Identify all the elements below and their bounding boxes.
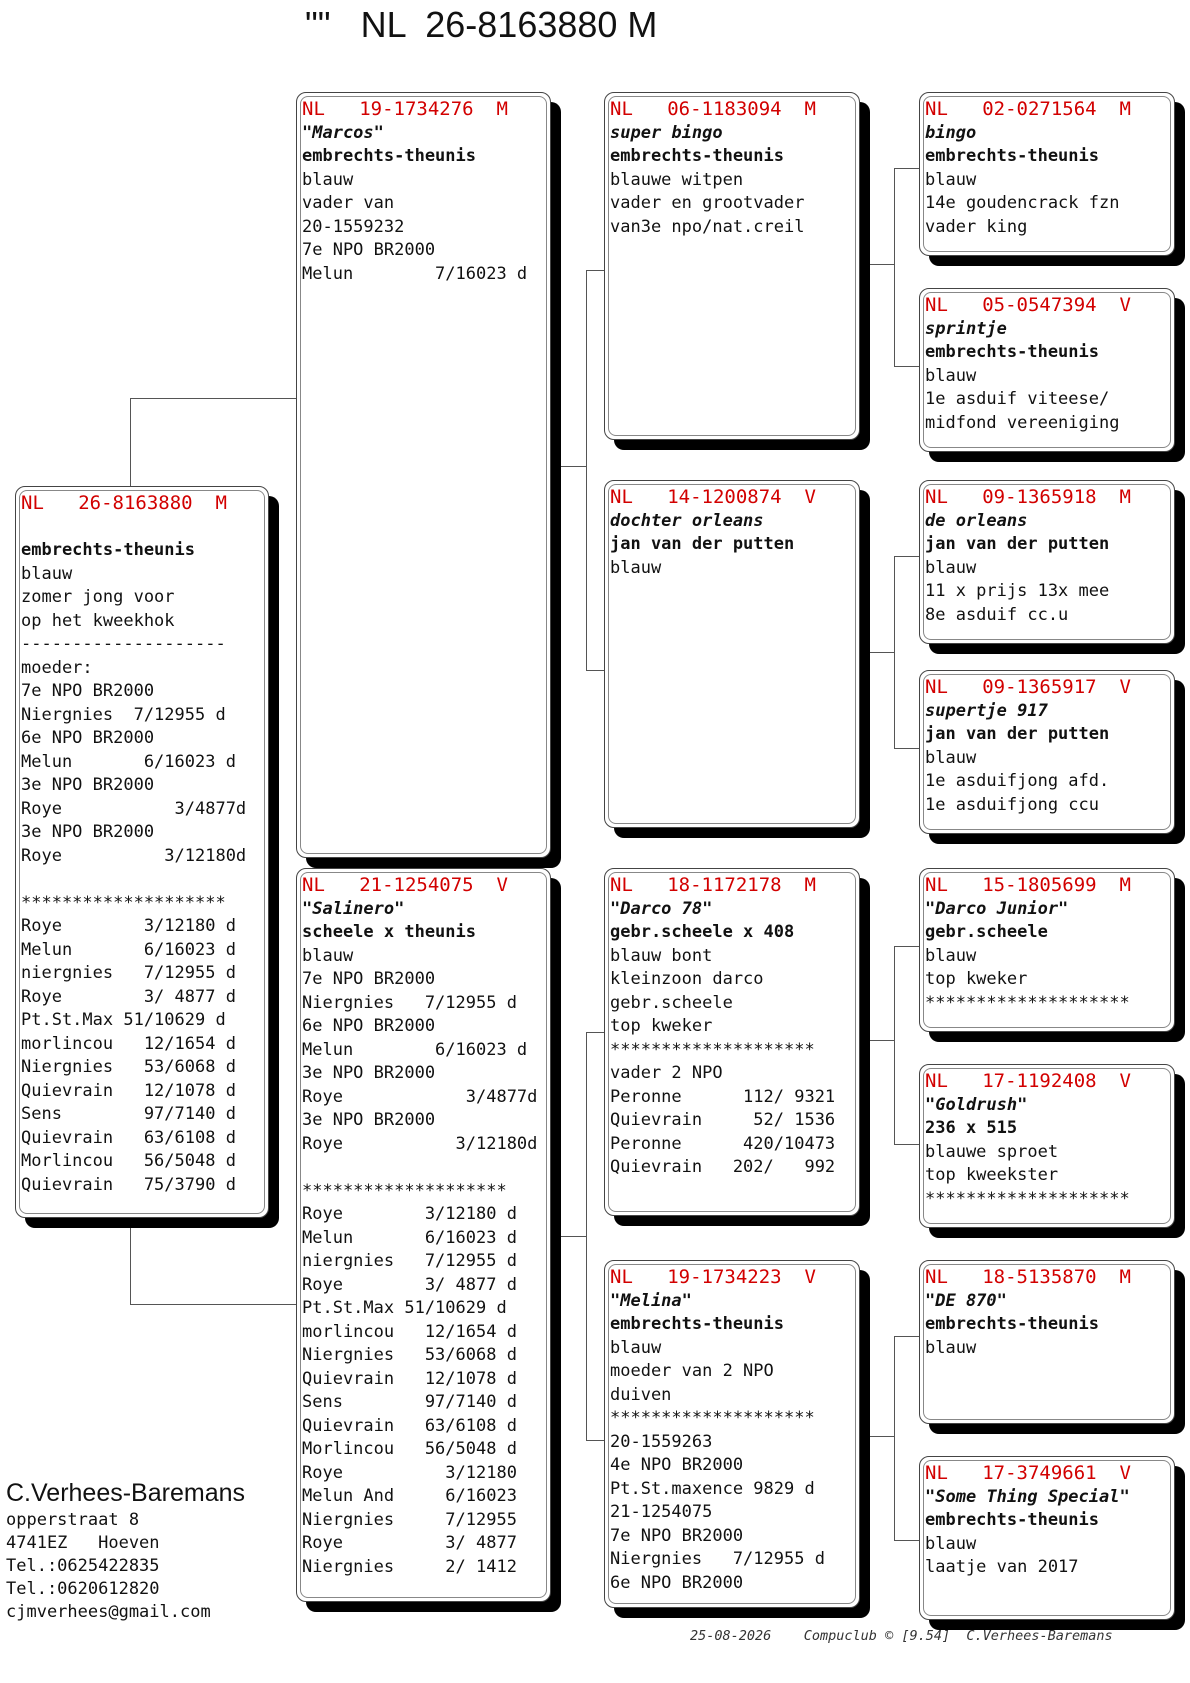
pigeon-info-line: duiven: [610, 1384, 672, 1405]
pigeon-info-line: Quievrain 52/ 1536: [610, 1110, 836, 1130]
pigeon-info-line: 6e NPO BR2000: [21, 728, 155, 748]
pigeon-info-line: vader en grootvader: [610, 193, 805, 213]
pigeon-info-line: blauwe witpen: [610, 169, 744, 190]
pigeon-name: super bingo: [610, 122, 723, 143]
pigeon-info-line: moeder:: [21, 657, 93, 678]
pigeon-info-line: 6e NPO BR2000: [302, 1016, 436, 1036]
pigeon-info-line: blauw: [21, 563, 73, 584]
pigeon-info-line: Niergnies 2/ 1412: [302, 1556, 517, 1577]
connector-line: [586, 1440, 604, 1441]
pigeon-info-line: van3e npo/nat.creil: [610, 216, 805, 237]
pigeon-info-line: niergnies 7/12955 d: [302, 1251, 517, 1271]
connector-line: [894, 1336, 919, 1337]
connector-line: [130, 398, 131, 486]
pigeon-info-line: 20-1559232: [302, 216, 405, 237]
pigeon-info-line: Pt.St.Max 51/10629 d: [302, 1298, 507, 1318]
pigeon-name: bingo: [925, 122, 977, 143]
pigeon-info-line: blauw: [925, 1337, 977, 1358]
pigeon-info-line: Melun 6/16023 d: [302, 1227, 517, 1248]
ring-number: NL 02-0271564 M: [925, 98, 1131, 120]
breeder-name: embrechts-theunis: [21, 540, 195, 560]
pigeon-info-line: Roye 3/12180d: [21, 845, 247, 866]
pigeon-info-line: Roye 3/12180: [302, 1462, 517, 1483]
ring-number: NL 17-1192408 V: [925, 1070, 1131, 1092]
pigeon-info-line: blauw: [925, 1533, 977, 1554]
pigeon-info-line: blauw: [302, 169, 354, 190]
pigeon-info-line: op het kweekhok: [21, 610, 175, 631]
breeder-name: gebr.scheele x 408: [610, 922, 795, 942]
breeder-name: embrechts-theunis: [925, 342, 1099, 362]
pigeon-info-line: ********************: [21, 892, 226, 913]
pigeon-info-line: Quievrain 12/1078 d: [302, 1368, 517, 1389]
connector-line: [894, 946, 919, 947]
pigeon-info-line: 8e asduif cc.u: [925, 604, 1069, 625]
pigeon-info-line: --------------------: [21, 634, 226, 654]
pigeon-info-line: [21, 868, 264, 892]
pigeon-name: "Some Thing Special": [925, 1486, 1130, 1507]
pigeon-name: "DE 870": [925, 1290, 1007, 1311]
owner-name: C.Verhees-Baremans: [6, 1479, 246, 1507]
pigeon-info-line: 1e asduif viteese/: [925, 389, 1110, 409]
pigeon-info-line: vader king: [925, 216, 1028, 237]
owner-address-block: [6, 1477, 306, 1624]
breeder-name: embrechts-theunis: [925, 1510, 1099, 1530]
breeder-name: 236 x 515: [925, 1118, 1018, 1138]
breeder-name: embrechts-theunis: [925, 1314, 1099, 1334]
owner-phone: Tel.:0625422835: [6, 1556, 160, 1576]
pigeon-info-line: gebr.scheele: [610, 992, 733, 1013]
pigeon-info-line: Roye 3/12180 d: [21, 916, 236, 936]
pigeon-card-paternal-grandmother: [604, 480, 860, 828]
connector-line: [559, 1236, 586, 1237]
pigeon-info-line: morlincou 12/1654 d: [21, 1033, 236, 1054]
ring-number: NL 09-1365918 M: [925, 486, 1131, 508]
breeder-name: embrechts-theunis: [610, 146, 784, 166]
connector-line: [868, 264, 894, 265]
pigeon-card-ancestor-3: [919, 480, 1175, 644]
breeder-name: scheele x theunis: [302, 922, 476, 942]
owner-address-line: 4741EZ Hoeven: [6, 1533, 160, 1553]
pigeon-info-line: Niergnies 53/6068 d: [302, 1345, 517, 1365]
pigeon-name: "Darco Junior": [925, 898, 1069, 919]
pigeon-card-paternal-grandfather: [604, 92, 860, 440]
pigeon-info-line: 3e NPO BR2000: [21, 822, 155, 842]
pigeon-card-ancestor-8: [919, 1456, 1175, 1620]
connector-line: [894, 556, 919, 557]
pigeon-card-mother: [296, 868, 551, 1602]
pigeon-info-line: Roye 3/ 4877: [302, 1533, 517, 1553]
pigeon-info-line: Peronne 112/ 9321: [610, 1086, 836, 1107]
pigeon-info-line: Peronne 420/10473: [610, 1133, 836, 1154]
owner-address-line: opperstraat 8: [6, 1510, 140, 1530]
pigeon-info-line: kleinzoon darco: [610, 969, 764, 989]
ring-number: NL 19-1734223 V: [610, 1266, 816, 1288]
pigeon-info-line: 20-1559263: [610, 1431, 713, 1452]
pigeon-info-line: Roye 3/4877d: [302, 1086, 538, 1107]
connector-line: [868, 1040, 894, 1041]
pigeon-info-line: Pt.St.Max 51/10629 d: [21, 1010, 226, 1030]
ring-number: NL 06-1183094 M: [610, 98, 816, 120]
pigeon-card-subject: [15, 486, 269, 1218]
connector-line: [868, 652, 894, 653]
pigeon-info-line: Roye 3/ 4877 d: [21, 986, 236, 1007]
pigeon-name: "Marcos": [302, 122, 384, 143]
footer-credits: 25-08-2026 Compuclub © [9.54] C.Verhees-Baremans: [690, 1628, 1113, 1644]
pigeon-name: sprintje: [925, 318, 1007, 339]
connector-line: [586, 1032, 587, 1440]
pigeon-name: dochter orleans: [610, 510, 764, 531]
pigeon-card-ancestor-1: [919, 92, 1175, 256]
pigeon-info-line: ********************: [610, 1408, 815, 1428]
breeder-name: embrechts-theunis: [302, 146, 476, 166]
pigeon-info-line: top kweker: [610, 1016, 713, 1036]
breeder-name: gebr.scheele: [925, 922, 1048, 942]
pigeon-info-line: Niergnies 53/6068 d: [21, 1057, 236, 1077]
pigeon-info-line: 11 x prijs 13x mee: [925, 581, 1110, 601]
pigeon-info-line: 7e NPO BR2000: [610, 1525, 744, 1546]
pigeon-info-line: Melun 7/16023 d: [302, 263, 528, 284]
pigeon-card-maternal-grandfather: [604, 868, 860, 1216]
connector-line: [130, 1224, 131, 1304]
page-title: "" NL 26-8163880 M: [305, 4, 658, 45]
connector-line: [868, 1436, 894, 1437]
connector-line: [586, 1032, 604, 1033]
pigeon-info-line: Niergnies 7/12955: [302, 1509, 517, 1530]
pigeon-info-line: 1e asduifjong afd.: [925, 771, 1110, 791]
pigeon-card-ancestor-2: [919, 288, 1175, 452]
pigeon-info-line: Sens 97/7140 d: [21, 1104, 236, 1124]
connector-line: [894, 1144, 919, 1145]
connector-line: [894, 946, 895, 1144]
pigeon-info-line: blauw: [925, 945, 977, 966]
ring-number: NL 05-0547394 V: [925, 294, 1131, 316]
pigeon-info-line: blauw: [925, 169, 977, 190]
pigeon-info-line: Morlincou 56/5048 d: [21, 1151, 236, 1171]
pigeon-info-line: 7e NPO BR2000: [302, 969, 436, 989]
pigeon-info-line: Pt.St.maxence 9829 d: [610, 1478, 815, 1499]
pigeon-info-line: Melun 6/16023 d: [302, 1039, 528, 1060]
ring-number: NL 09-1365917 V: [925, 676, 1131, 698]
pigeon-info-line: Niergnies 7/12955 d: [21, 704, 226, 725]
pigeon-info-line: 4e NPO BR2000: [610, 1455, 744, 1475]
connector-line: [559, 466, 586, 467]
pigeon-info-line: laatje van 2017: [925, 1557, 1079, 1577]
pigeon-info-line: blauw: [925, 747, 977, 768]
pigeon-info-line: ********************: [302, 1180, 507, 1201]
ring-number: NL 14-1200874 V: [610, 486, 816, 508]
connector-line: [894, 556, 895, 748]
connector-line: [586, 670, 604, 671]
pigeon-info-line: ********************: [925, 992, 1130, 1013]
pigeon-info-line: vader van: [302, 193, 395, 213]
pigeon-name: "Goldrush": [925, 1094, 1028, 1115]
pigeon-info-line: 14e goudencrack fzn: [925, 193, 1120, 213]
breeder-name: embrechts-theunis: [610, 1314, 784, 1334]
pigeon-info-line: blauw: [610, 1337, 662, 1358]
pigeon-info-line: Roye 3/ 4877 d: [302, 1274, 517, 1295]
breeder-name: jan van der putten: [610, 534, 795, 554]
pigeon-card-ancestor-5: [919, 868, 1175, 1032]
connector-line: [586, 270, 604, 271]
pigeon-info-line: Melun 6/16023 d: [21, 939, 236, 960]
pigeon-info-line: 7e NPO BR2000: [21, 681, 155, 701]
pigeon-card-ancestor-6: [919, 1064, 1175, 1228]
connector-line: [894, 1540, 919, 1541]
connector-line: [130, 1304, 296, 1305]
pigeon-info-line: blauw bont: [610, 945, 713, 966]
ring-number: NL 21-1254075 V: [302, 874, 508, 896]
pigeon-info-line: niergnies 7/12955 d: [21, 963, 236, 983]
ring-number: NL 18-5135870 M: [925, 1266, 1131, 1288]
pigeon-info-line: [21, 516, 264, 540]
connector-line: [894, 748, 919, 749]
pigeon-card-ancestor-7: [919, 1260, 1175, 1424]
breeder-name: embrechts-theunis: [925, 146, 1099, 166]
pigeon-name: supertje 917: [925, 700, 1048, 721]
pigeon-info-line: Melun And 6/16023: [302, 1486, 517, 1506]
pigeon-info-line: Niergnies 7/12955 d: [610, 1549, 825, 1569]
pigeon-name: de orleans: [925, 510, 1028, 531]
pigeon-info-line: 3e NPO BR2000: [302, 1110, 436, 1130]
pigeon-info-line: Quievrain 63/6108 d: [302, 1415, 517, 1436]
connector-line: [894, 168, 895, 366]
pigeon-info-line: Quievrain 12/1078 d: [21, 1080, 236, 1101]
pigeon-info-line: Roye 3/4877d: [21, 798, 247, 819]
pigeon-info-line: blauw: [610, 557, 662, 578]
connector-line: [586, 270, 587, 670]
ring-number: NL 15-1805699 M: [925, 874, 1131, 896]
owner-email: cjmverhees@gmail.com: [6, 1602, 211, 1622]
pigeon-name: "Melina": [610, 1290, 692, 1311]
pigeon-info-line: blauw: [925, 557, 977, 578]
pigeon-info-line: moeder van 2 NPO: [610, 1361, 774, 1381]
pigeon-info-line: 3e NPO BR2000: [21, 775, 155, 795]
breeder-name: jan van der putten: [925, 534, 1110, 554]
pigeon-name: "Darco 78": [610, 898, 713, 919]
pigeon-info-line: blauwe sproet: [925, 1141, 1059, 1162]
pigeon-info-line: [302, 1156, 546, 1180]
pigeon-info-line: vader 2 NPO: [610, 1063, 723, 1083]
connector-line: [130, 398, 296, 399]
pigeon-info-line: Quievrain 202/ 992: [610, 1157, 836, 1177]
pigeon-info-line: Niergnies 7/12955 d: [302, 992, 517, 1013]
pigeon-info-line: blauw: [302, 945, 354, 966]
owner-phone: Tel.:0620612820: [6, 1579, 160, 1599]
ring-number: NL 19-1734276 M: [302, 98, 508, 120]
pigeon-info-line: 1e asduifjong ccu: [925, 794, 1099, 815]
pigeon-info-line: Melun 6/16023 d: [21, 751, 236, 772]
pigeon-info-line: Quievrain 63/6108 d: [21, 1127, 236, 1148]
pigeon-name: "Salinero": [302, 898, 405, 919]
pigeon-info-line: top kweker: [925, 969, 1028, 989]
pigeon-info-line: ********************: [610, 1039, 815, 1060]
pigeon-info-line: blauw: [925, 365, 977, 386]
pigeon-info-line: 7e NPO BR2000: [302, 240, 436, 260]
pigeon-info-line: morlincou 12/1654 d: [302, 1321, 517, 1342]
pigeon-info-line: Sens 97/7140 d: [302, 1392, 517, 1412]
pigeon-info-line: Roye 3/12180d: [302, 1133, 538, 1154]
pigeon-info-line: midfond vereeniging: [925, 412, 1120, 433]
pigeon-card-father: [296, 92, 551, 858]
pigeon-info-line: top kweekster: [925, 1165, 1059, 1185]
connector-line: [894, 1336, 895, 1540]
ring-number: NL 18-1172178 M: [610, 874, 816, 896]
pigeon-card-ancestor-4: [919, 670, 1175, 834]
connector-line: [894, 168, 919, 169]
breeder-name: jan van der putten: [925, 724, 1110, 744]
connector-line: [894, 366, 919, 367]
pigeon-info-line: 6e NPO BR2000: [610, 1572, 744, 1593]
pigeon-info-line: ********************: [925, 1188, 1130, 1209]
ring-number: NL 17-3749661 V: [925, 1462, 1131, 1484]
pigeon-info-line: 3e NPO BR2000: [302, 1063, 436, 1083]
pigeon-info-line: Morlincou 56/5048 d: [302, 1439, 517, 1459]
pigeon-info-line: Roye 3/12180 d: [302, 1204, 517, 1224]
ring-number: NL 26-8163880 M: [21, 492, 227, 514]
pigeon-card-maternal-grandmother: [604, 1260, 860, 1608]
pigeon-info-line: Quievrain 75/3790 d: [21, 1174, 236, 1195]
pigeon-info-line: zomer jong voor: [21, 587, 175, 607]
pigeon-info-line: 21-1254075: [610, 1502, 713, 1522]
